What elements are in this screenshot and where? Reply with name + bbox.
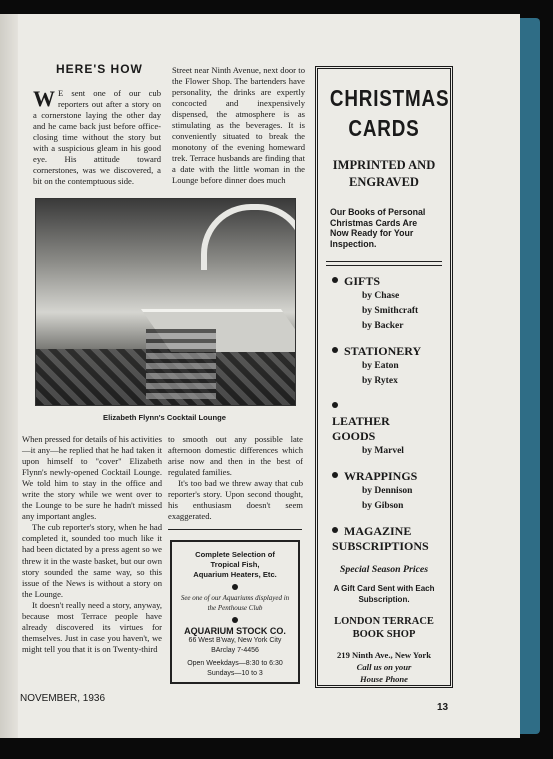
category-maker: by Rytex bbox=[362, 376, 398, 386]
article-col1-bottom bbox=[22, 434, 162, 655]
gift-card-note: A Gift Card Sent with Each Subscription. bbox=[333, 584, 435, 604]
shop-name-line: BOOK SHOP bbox=[352, 629, 416, 640]
shop-name-line: LONDON TERRACE bbox=[334, 616, 434, 627]
article-col2-top: Street near Ninth Avenue, next door to the Flower Shop. The bartenders have personality, the drinks are expertly concocted and inexpensively dispensed, the atmosphere is as stimulating as the beverages. It is conveniently situated to break the monotony of the evening homeward trek. Terrace husbands are finding that a date with the little woman in the Lounge before dinner does much bbox=[172, 65, 305, 186]
ad-title-line: CARDS bbox=[348, 115, 420, 141]
page-number: 13 bbox=[437, 702, 449, 713]
aquarium-hours: Open Weekdays—8:30 to 6:30 bbox=[187, 660, 283, 667]
shop-call: House Phone bbox=[360, 674, 408, 684]
category-maker: by Gibson bbox=[362, 501, 404, 511]
shop-name bbox=[318, 615, 450, 641]
aquarium-company: AQUARIUM STOCK CO. bbox=[184, 626, 286, 636]
bullet-icon bbox=[332, 527, 338, 533]
article-paragraph: The cub reporter's story, when he had completed it, sounded too much like it had been dictated by a press agent so we threw it in the waste basket, but our own story sounded the same way, so this issue of the News is without a story on the Lounge. bbox=[22, 522, 162, 599]
issue-date: NOVEMBER, 1936 bbox=[20, 693, 106, 704]
bullet-icon bbox=[332, 347, 338, 353]
category-wrappings: WRAPPINGS bbox=[332, 469, 450, 484]
ad-subtitle-line: IMPRINTED AND bbox=[332, 158, 436, 172]
aquarium-hours: Sundays—10 to 3 bbox=[207, 670, 263, 677]
aquarium-ad-line: Complete Selection of bbox=[195, 550, 275, 559]
article-paragraph: When pressed for details of his activities—it any—he replied that he had taken it upon himself to "cover" Elizabeth Flynn's newly-opened Cocktail Lounge. We told him to stay in the office and write the story while we went over to the Lounge to be sure he hadn't missed any important angles. bbox=[22, 434, 162, 522]
aquarium-ad bbox=[170, 540, 300, 684]
category-leather-goods: LEATHER GOODS bbox=[332, 399, 450, 444]
aquarium-address: 66 West B'way, New York City bbox=[188, 637, 282, 644]
article-paragraph: It's too bad we threw away that cub reporter's story. Upon second thought, his enthusiasm doesn't seem exaggerated. bbox=[168, 478, 303, 522]
ad-subtitle-line: ENGRAVED bbox=[349, 175, 419, 189]
photo-arch bbox=[201, 204, 296, 270]
article-heading: HERE'S HOW bbox=[56, 62, 143, 76]
category-stationery: STATIONERY bbox=[332, 344, 450, 359]
ad-title bbox=[329, 83, 450, 143]
category-maker: by Eaton bbox=[362, 361, 399, 371]
bullet-icon bbox=[332, 402, 338, 408]
bookshop-ad bbox=[315, 66, 453, 688]
category-list bbox=[318, 274, 450, 554]
ad-title-line: CHRISTMAS bbox=[329, 85, 450, 111]
column-divider bbox=[168, 529, 302, 530]
article-col2-bottom bbox=[168, 434, 303, 522]
category-maker: by Dennison bbox=[362, 486, 413, 496]
aquarium-ad-line: Tropical Fish, bbox=[210, 560, 260, 569]
category-gifts: GIFTS bbox=[332, 274, 450, 289]
ad-rule bbox=[326, 261, 442, 266]
special-prices: Special Season Prices bbox=[339, 564, 429, 575]
shop-call: Call us on your bbox=[356, 662, 412, 672]
article-col1-top bbox=[33, 88, 161, 187]
aquarium-ad-line: Aquarium Heaters, Etc. bbox=[193, 570, 277, 579]
category-maker: by Marvel bbox=[362, 446, 404, 456]
ad-subtitle bbox=[318, 157, 450, 191]
photo-caption: Elizabeth Flynn's Cocktail Lounge bbox=[103, 413, 226, 422]
aquarium-phone: BArclay 7-4456 bbox=[211, 647, 259, 654]
gutter-shadow bbox=[0, 14, 18, 738]
aquarium-ad-note: See one of our Aquariums displayed in the Penthouse Club bbox=[180, 594, 290, 612]
bullet-icon bbox=[232, 584, 238, 590]
cocktail-lounge-photo bbox=[35, 198, 296, 406]
bullet-icon bbox=[232, 617, 238, 623]
category-maker: by Smithcraft bbox=[362, 306, 419, 316]
bullet-icon bbox=[332, 277, 338, 283]
photo-bar-stools bbox=[146, 329, 216, 399]
article-paragraph: It doesn't really need a story, anyway, because most Terrace people have already discovered its virtues for themselves. Just in case you haven't, we might tell you that it is on Twenty-third bbox=[22, 599, 162, 654]
drop-cap: W bbox=[33, 86, 55, 111]
article-paragraph: to smooth out any possible late afternoon domestic differences which arise now and then in the best of regulated families. bbox=[168, 434, 303, 478]
shop-address: 219 Ninth Ave., New York bbox=[336, 650, 432, 660]
article-intro-text: E sent one of our cub reporters out after a story on a cornerstone laying the other day and he came back just before office-closing time without the story but with a suspicious gleam in his good eye. His attitude toward cornerstones, was we discovered, a bit on the contemptuous side. bbox=[33, 88, 161, 187]
category-magazine-subscriptions: MAGAZINE SUBSCRIPTIONS bbox=[332, 524, 429, 553]
category-maker: by Backer bbox=[362, 321, 404, 331]
bullet-icon bbox=[332, 472, 338, 478]
category-maker: by Chase bbox=[362, 291, 400, 301]
ad-description: Our Books of Personal Christmas Cards Are Now Ready for Your Inspection. bbox=[330, 207, 426, 249]
